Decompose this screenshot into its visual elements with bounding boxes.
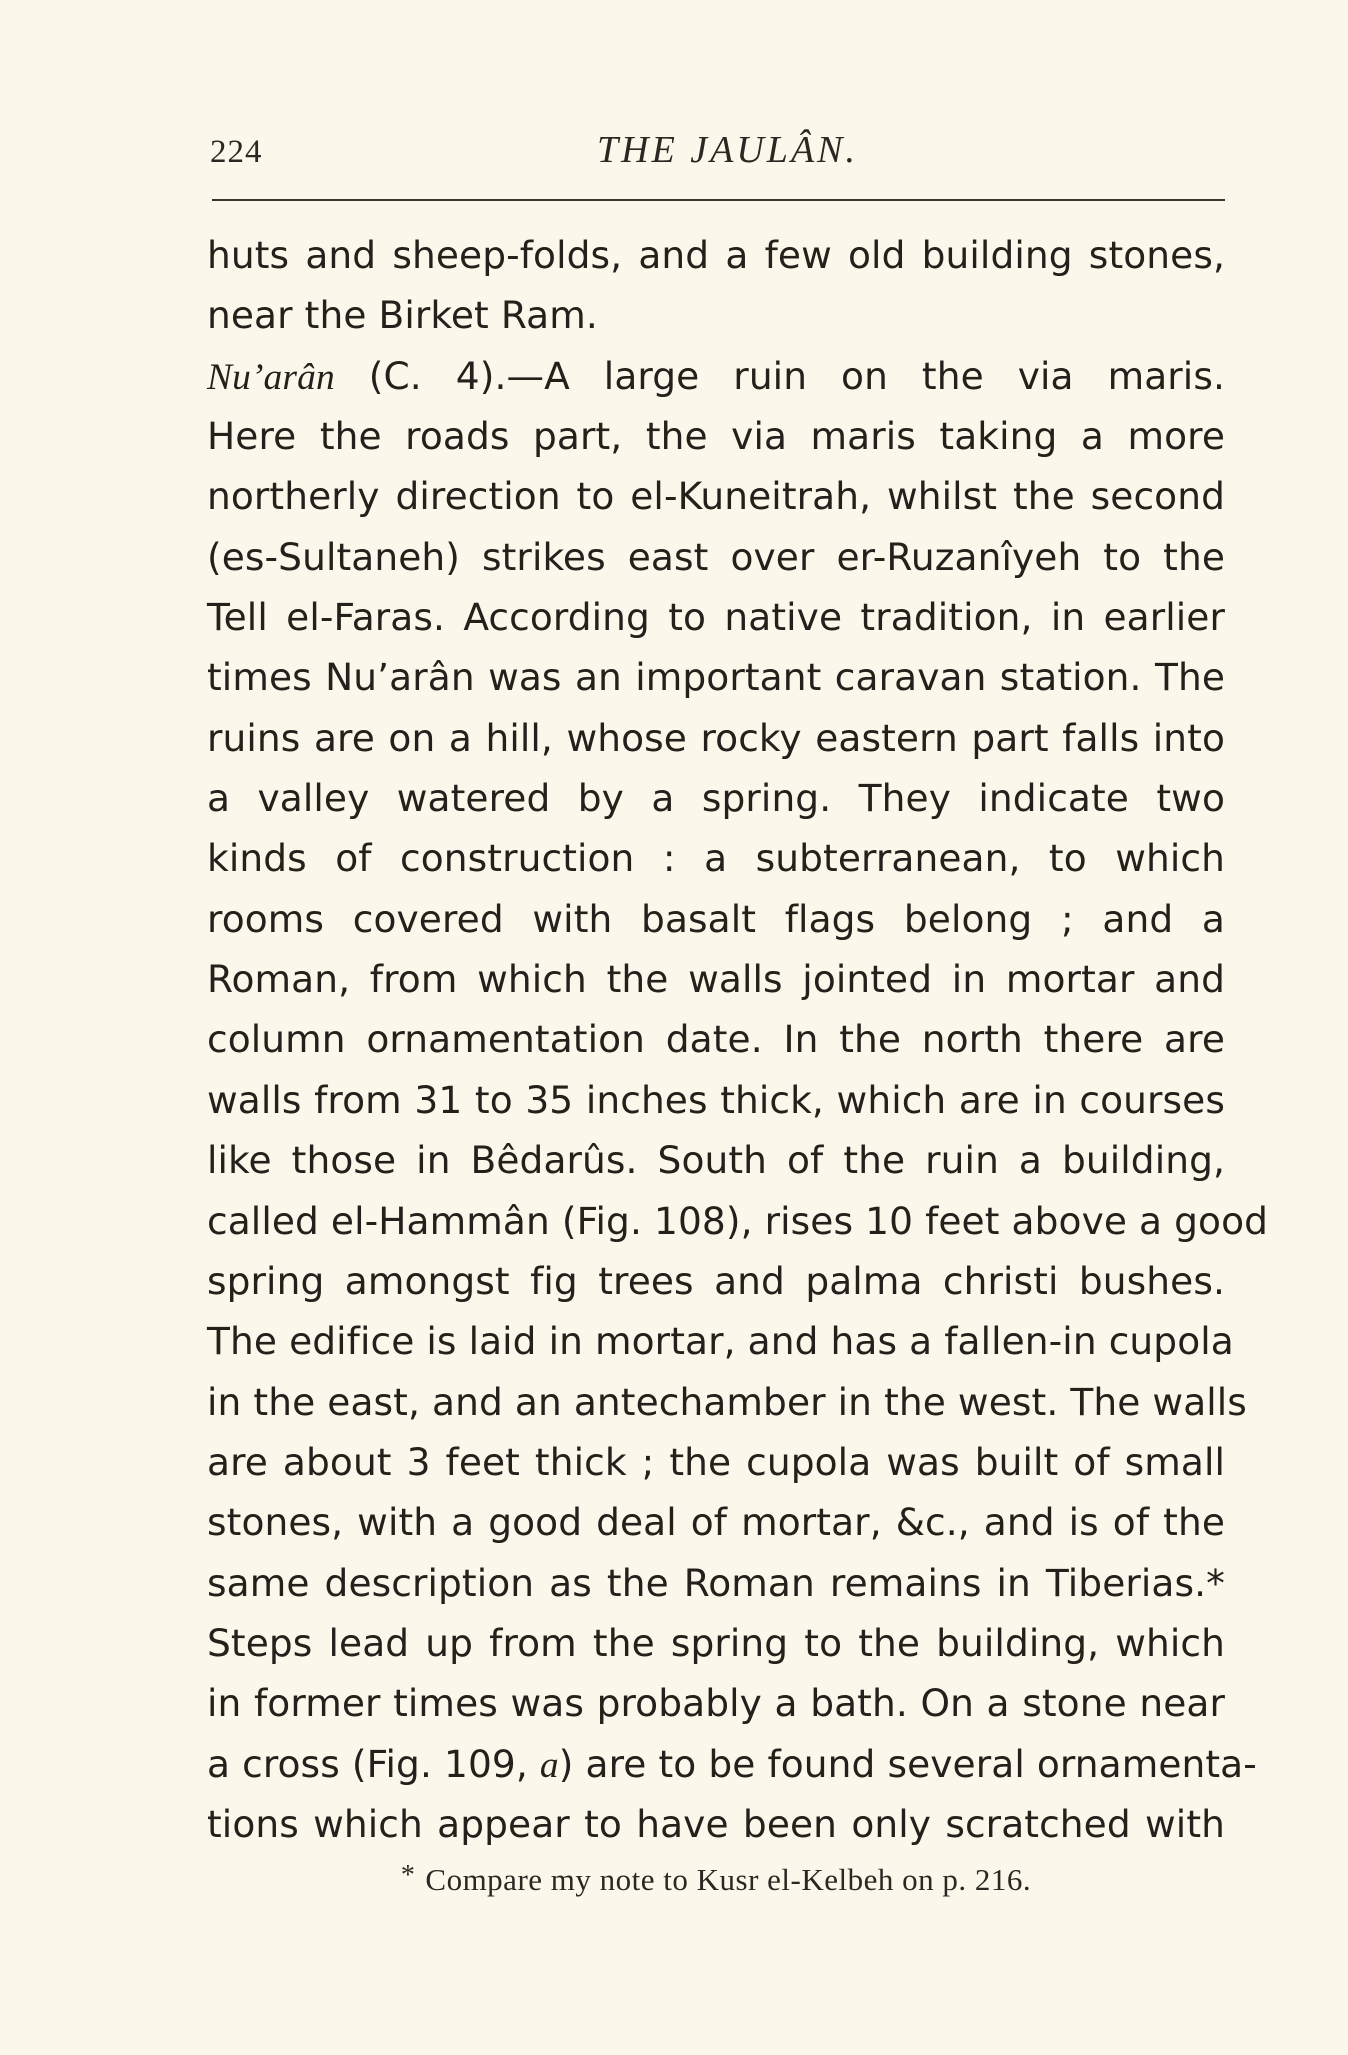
footnote-mark: * <box>400 1860 416 1891</box>
body-text <box>207 225 1269 1854</box>
text-line: stones, with a good deal of mortar, &c., and is of the <box>207 1500 1225 1545</box>
text-span: a cross (Fig. 109, <box>207 1741 540 1786</box>
text-line: kinds of construction : a subterranean, to which <box>207 836 1225 881</box>
text-line: Here the roads part, the via maris taking a more <box>207 414 1225 459</box>
text-line: Steps lead up from the spring to the building, which <box>207 1620 1225 1665</box>
text-line: walls from 31 to 35 inches thick, which are in courses <box>207 1077 1225 1122</box>
text-line: ruins are on a hill, whose rocky eastern part falls into <box>207 715 1225 760</box>
text-span: (C. 4).—A large ruin on the via maris. <box>368 353 1225 398</box>
text-line: like those in Bêdarûs. South of the ruin a building, <box>207 1138 1225 1183</box>
text-line: The edifice is laid in mortar, and has a fallen-in cupola <box>207 1319 1234 1364</box>
text-line <box>207 346 1225 406</box>
text-line <box>207 1734 1257 1794</box>
text-line: same description as the Roman remains in Tiberias.* <box>207 1560 1225 1605</box>
page-header <box>210 128 1225 178</box>
text-line: rooms covered with basalt flags belong ; and a <box>207 896 1225 941</box>
text-line: are about 3 feet thick ; the cupola was built of small <box>207 1439 1225 1484</box>
footnote <box>207 1860 1225 1898</box>
text-line: in former times was probably a bath. On a stone near <box>207 1681 1225 1726</box>
text-line: column ornamentation date. In the north there are <box>207 1017 1225 1062</box>
text-line: Tell el-Faras. According to native tradition, in earlier <box>207 595 1225 640</box>
place-name-italic: Nu’arân <box>207 356 335 398</box>
text-line: near the Birket Ram. <box>207 293 598 338</box>
text-line: a valley watered by a spring. They indicate two <box>207 776 1225 821</box>
text-line: times Nu’arân was an important caravan station. The <box>207 655 1225 700</box>
text-line: Roman, from which the walls jointed in mortar and <box>207 957 1225 1002</box>
header-rule <box>212 199 1225 201</box>
text-line: in the east, and an antechamber in the west. The walls <box>207 1379 1247 1424</box>
text-line: (es-Sultaneh) strikes east over er-Ruzanîyeh to the <box>207 534 1225 579</box>
text-span: ) are to be found several ornamenta- <box>558 1741 1257 1786</box>
text-line: tions which appear to have been only scratched with <box>207 1801 1225 1846</box>
text-line: called el-Hammân (Fig. 108), rises 10 feet above a good <box>207 1198 1269 1243</box>
text-line: spring amongst fig trees and palma christi bushes. <box>207 1258 1225 1303</box>
footnote-text: Compare my note to Kusr el-Kelbeh on p. 216. <box>425 1862 1032 1897</box>
page-number: 224 <box>210 134 263 170</box>
text-line: huts and sheep-folds, and a few old building stones, <box>207 233 1225 277</box>
text-line: northerly direction to el-Kuneitrah, whilst the second <box>207 474 1225 519</box>
running-title: THE JAULÂN. <box>597 129 858 171</box>
fig-letter-italic: a <box>539 1744 559 1786</box>
